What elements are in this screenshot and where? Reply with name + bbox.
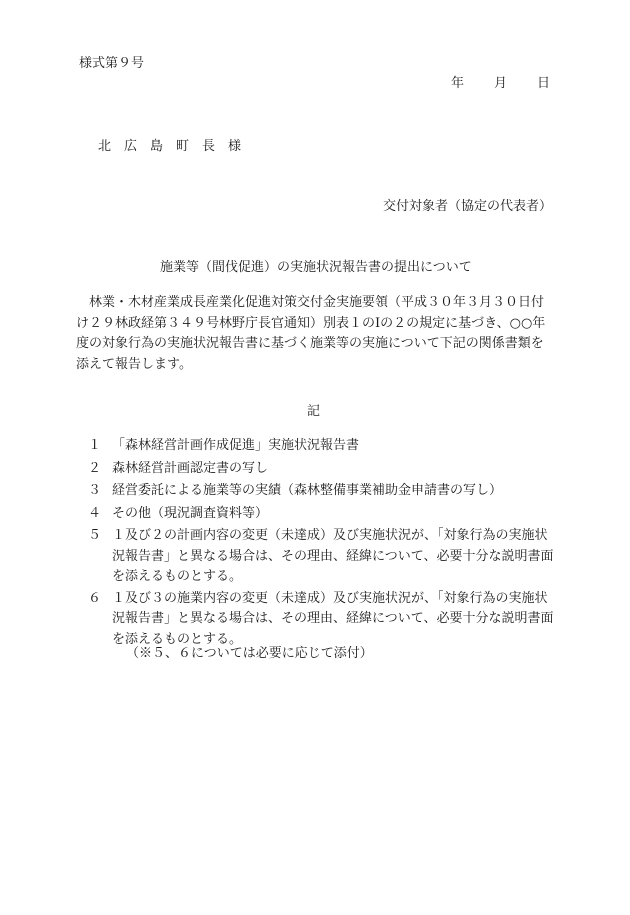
list-item-number: １ (88, 438, 102, 453)
list-item (88, 436, 558, 457)
list-item (88, 481, 558, 502)
list-item-text: 経営委託による施業等の実績（森林整備事業補助金申請書の写し） (112, 483, 503, 498)
list-item (88, 526, 558, 588)
attachment-list (88, 436, 558, 651)
date-year-label: 年 (450, 76, 464, 91)
list-item-number: ６ (88, 590, 102, 606)
list-item (88, 459, 558, 480)
list-item (88, 589, 558, 651)
list-item-number: ３ (88, 483, 102, 498)
list-item-text: 「森林経営計画作成促進」実施状況報告書 (112, 438, 360, 453)
date-month-label: 月 (493, 76, 507, 91)
list-item-text: １及び２の計画内容の変更（未達成）及び実施状況が、「対象行為の実施状況報告書」と異なる場合は、その理由、経緯について、必要十分な説明書面を添えるものとする。 (112, 528, 554, 584)
list-item-number: ５ (88, 528, 102, 543)
list-item (88, 504, 558, 525)
list-item-number: ４ (88, 505, 102, 521)
list-item-text: １及び３の施業内容の変更（未達成）及び実施状況が、「対象行為の実施状況報告書」と異なる場合は、その理由、経緯について、必要十分な説明書面を添えるものとする。 (112, 590, 554, 647)
recipient: 北広島町長様 (98, 139, 255, 154)
list-item-text: その他（現況調査資料等） (112, 505, 269, 521)
attachment-note: （※５、６については必要に応じて添付） (126, 646, 373, 661)
list-item-number: ２ (88, 460, 102, 476)
sender: 交付対象者（協定の代表者） (382, 199, 552, 214)
date-day-label: 日 (536, 76, 550, 91)
ki-heading: 記 (307, 404, 321, 419)
list-item-text: 森林経営計画認定書の写し (112, 460, 269, 476)
date-line (451, 72, 550, 91)
body-paragraph: 林業・木材産業成長産業化促進対策交付金実施要領（平成３０年３月３０日付け２９林政経第３４９号林野庁長官通知）別表１のⅠの２の規定に基づき、○○年度の対象行為の実施状況報告書に基づく施業等の実施について下記の関係書類を添えて報告します。 (76, 295, 546, 372)
subject-title: 施業等（間伐促進）の実施状況報告書の提出について (160, 260, 472, 275)
form-number: 様式第９号 (79, 56, 145, 71)
